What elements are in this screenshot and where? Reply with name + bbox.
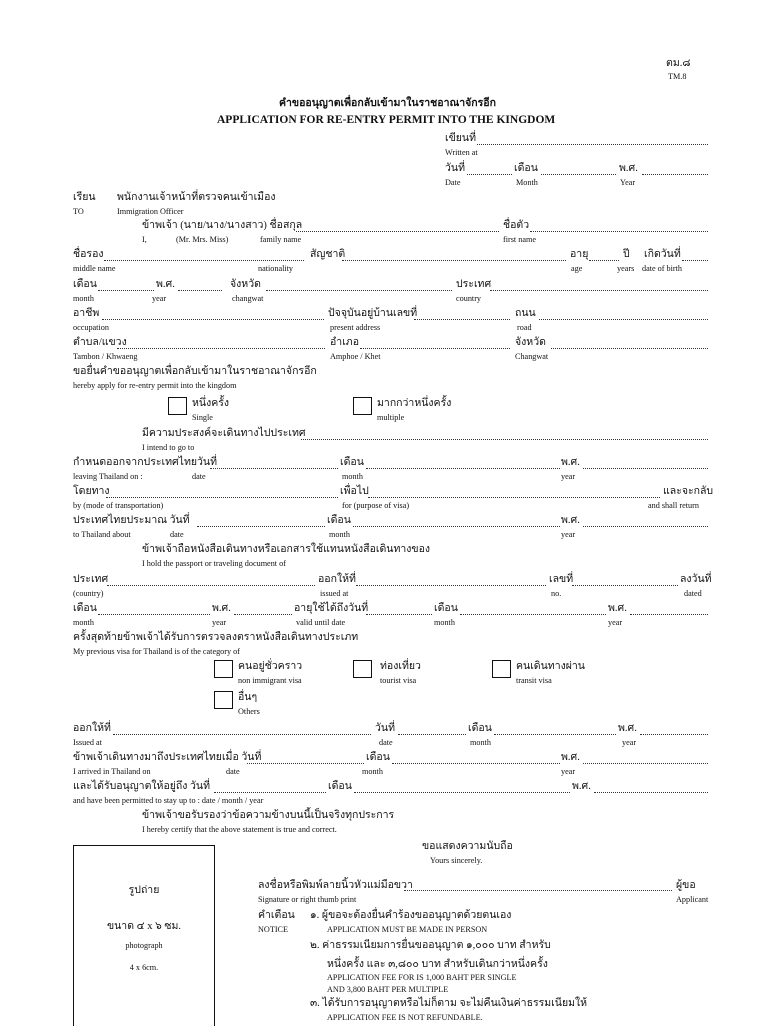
first-name-label-en: first name: [503, 235, 536, 244]
birth-changwat-label-en: changwat: [232, 294, 264, 303]
birth-year-label-en: year: [152, 294, 167, 303]
valid-until-date-field[interactable]: [366, 614, 432, 615]
return-date-field[interactable]: [197, 526, 325, 527]
age-field[interactable]: [589, 260, 619, 261]
by-field[interactable]: [106, 497, 338, 498]
passport-issued-field[interactable]: [356, 585, 546, 586]
written-month-label-th: เดือน: [514, 163, 538, 174]
passport-country-label-en: (country): [73, 589, 104, 598]
stay-year-label-th: พ.ศ.: [572, 781, 591, 792]
valid-year-label-th: พ.ศ.: [608, 603, 627, 614]
single-label-th: หนึ่งครั้ง: [192, 398, 230, 409]
others-checkbox[interactable]: [214, 691, 233, 709]
to-officer-th: พนักงานเจ้าหน้าที่ตรวจคนเข้าเมือง: [117, 192, 276, 203]
passport-no-field[interactable]: [572, 585, 678, 586]
notice-label-en: NOTICE: [258, 925, 289, 934]
birth-month-field[interactable]: [98, 290, 154, 291]
passport-dated-label-en: dated: [684, 589, 702, 598]
valid-month-label-en: month: [434, 618, 455, 627]
dob-label-th: เกิดวันที่: [644, 249, 681, 260]
valid-month-field[interactable]: [460, 614, 606, 615]
stay-label-en: and have been permitted to stay up to : date / month / year: [73, 796, 264, 805]
arrived-month-label-th: เดือน: [366, 752, 390, 763]
birth-changwat-field[interactable]: [266, 290, 452, 291]
single-checkbox[interactable]: [168, 397, 187, 415]
apply-text-en: hereby apply for re-entry permit into the kingdom: [73, 381, 237, 390]
prev-visa-label-en: My previous visa for Thailand is of the category of: [73, 647, 240, 656]
tambon-field[interactable]: [117, 348, 325, 349]
signature-label-en: Signature or right thumb print: [258, 895, 357, 904]
form-title-en: APPLICATION FOR RE-ENTRY PERMIT INTO THE KINGDOM: [217, 114, 556, 126]
occupation-label-th: อาชีพ: [73, 308, 100, 319]
middle-name-label-en: middle name: [73, 264, 116, 273]
to-officer-en: Immigration Officer: [117, 207, 184, 216]
closing-th: ขอแสดงความนับถือ: [422, 841, 513, 852]
tambon-label-en: Tambon / Khwaeng: [73, 352, 138, 361]
for-label-th: เพื่อไป: [340, 486, 369, 497]
visa-issued-field[interactable]: [113, 734, 371, 735]
nonimmigrant-label-en: non immigrant visa: [238, 676, 302, 685]
stay-month-label-th: เดือน: [328, 781, 352, 792]
stay-year-field[interactable]: [594, 792, 708, 793]
dob-field[interactable]: [682, 260, 708, 261]
visa-date-field[interactable]: [398, 734, 466, 735]
amphoe-label-th: อำเภอ: [330, 337, 360, 348]
passport-year-label-en: year: [212, 618, 227, 627]
birth-year-field[interactable]: [178, 290, 222, 291]
valid-year-field[interactable]: [630, 614, 708, 615]
apply-text-th: ขอยื่นคำขออนุญาตเพื่อกลับเข้ามาในราชอาณาจักรอีก: [73, 366, 317, 377]
written-month-label-en: Month: [516, 178, 538, 187]
photo-box[interactable]: [73, 845, 215, 1026]
passport-month-label-en: month: [73, 618, 94, 627]
valid-year-label-en: year: [608, 618, 623, 627]
passport-dated-label-th: ลงวันที่: [680, 574, 712, 585]
occupation-field[interactable]: [102, 319, 324, 320]
written-year-label-th: พ.ศ.: [619, 163, 638, 174]
years-label-en: years: [617, 264, 635, 273]
passport-month-field[interactable]: [98, 614, 210, 615]
passport-year-field[interactable]: [234, 614, 292, 615]
family-name-field[interactable]: [296, 231, 499, 232]
intend-label-th: มีความประสงค์จะเดินทางไปประเทศ: [142, 428, 306, 439]
tourist-label-th: ท่องเที่ยว: [380, 661, 421, 672]
stay-label-th: และได้รับอนุญาตให้อยู่ถึง วันที่: [73, 781, 211, 792]
photo-size-th: ขนาด ๔ x ๖ ซม.: [106, 921, 182, 932]
nationality-label-en: nationality: [258, 264, 294, 273]
passport-no-label-en: no.: [551, 589, 562, 598]
multiple-label-en: multiple: [377, 413, 405, 422]
prev-visa-label-th: ครั้งสุดท้ายข้าพเจ้าได้รับการตรวจลงตราหนังสือเดินทางประเภท: [73, 632, 359, 643]
applicant-name-label-th: ข้าพเจ้า (นาย/นาง/นางสาว) ชื่อสกุล: [142, 220, 303, 231]
return-about-label-en: to Thailand about: [73, 530, 131, 539]
address-field[interactable]: [414, 319, 510, 320]
leaving-year-label-en: year: [561, 472, 576, 481]
birth-country-field[interactable]: [490, 290, 708, 291]
written-year-field[interactable]: [642, 174, 708, 175]
amphoe-label-en: Amphoe / Khet: [330, 352, 381, 361]
return-year-label-th: พ.ศ.: [561, 515, 580, 526]
passport-issued-label-th: ออกให้ที่: [318, 574, 356, 585]
visa-year-field[interactable]: [640, 734, 708, 735]
visa-issued-label-en: Issued at: [73, 738, 102, 747]
closing-en: Yours sincerely.: [430, 856, 483, 865]
leaving-month-label-en: month: [342, 472, 363, 481]
return-month-field[interactable]: [353, 526, 560, 527]
written-at-field[interactable]: [477, 144, 708, 145]
return-label-en: and shall return: [648, 501, 699, 510]
certify-th: ข้าพเจ้าขอรับรองว่าข้อความข้างบนนี้เป็นจริงทุกประการ: [142, 810, 395, 821]
form-code-th: ตม.๘: [666, 58, 691, 69]
notice-3-en: APPLICATION FEE IS NOT REFUNDABLE.: [327, 1013, 483, 1022]
arrived-month-label-en: month: [362, 767, 383, 776]
tourist-label-en: tourist visa: [380, 676, 417, 685]
others-label-th: อื่นๆ: [238, 692, 258, 703]
by-label-en: by (mode of transportation): [73, 501, 164, 510]
arrived-month-field[interactable]: [392, 763, 560, 764]
applicant-i-en: I,: [142, 235, 147, 244]
family-name-label-en: family name: [260, 235, 302, 244]
tourist-checkbox[interactable]: [353, 660, 372, 678]
leaving-date-label-en: date: [192, 472, 206, 481]
signature-field[interactable]: [404, 890, 672, 891]
dob-label-en: date of birth: [642, 264, 683, 273]
visa-month-label-th: เดือน: [468, 723, 492, 734]
to-label-en: TO: [73, 207, 84, 216]
multiple-label-th: มากกว่าหนึ่งครั้ง: [377, 398, 452, 409]
visa-month-field[interactable]: [494, 734, 616, 735]
notice-2-en: APPLICATION FEE FOR IS 1,000 BAHT PER SINGLE: [327, 973, 517, 982]
arrived-label-en: I arrived in Thailand on: [73, 767, 151, 776]
birth-country-label-en: country: [456, 294, 482, 303]
transit-label-en: transit visa: [516, 676, 552, 685]
notice-3-th: ๓. ได้รับการอนุญาตหรือไม่ก็ตาม จะไม่คืนเงินค่าธรรมเนียมให้: [310, 998, 588, 1009]
addr-changwat-label-th: จังหวัด: [515, 337, 546, 348]
visa-date-label-en: date: [379, 738, 393, 747]
notice-1-th: ๑. ผู้ขอจะต้องยื่นคำร้องขออนุญาตด้วยตนเอง: [310, 910, 512, 921]
leaving-year-label-th: พ.ศ.: [561, 457, 580, 468]
form-code-en: TM.8: [668, 72, 687, 81]
birth-country-label-th: ประเทศ: [456, 279, 492, 290]
intend-label-en: I intend to go to: [142, 443, 195, 452]
age-label-en: age: [571, 264, 583, 273]
amphoe-field[interactable]: [360, 348, 510, 349]
notice-label-th: คำเตือน: [258, 910, 295, 921]
first-name-label-th: ชื่อตัว: [503, 220, 530, 231]
passport-month-label-th: เดือน: [73, 603, 97, 614]
transit-label-th: คนเดินทางผ่าน: [516, 661, 585, 672]
written-month-field[interactable]: [541, 174, 616, 175]
leaving-label-th: กำหนดออกจากประเทศไทยวันที่: [73, 457, 218, 468]
arrived-label-th: ข้าพเจ้าเดินทางมาถึงประเทศไทยเมื่อ วันที่: [73, 752, 262, 763]
passport-issued-label-en: issued at: [320, 589, 349, 598]
return-label-th: และจะกลับ: [663, 486, 714, 497]
birth-month-label-th: เดือน: [73, 279, 97, 290]
leaving-label-en: leaving Thailand on :: [73, 472, 143, 481]
applicant-label-en: Applicant: [676, 895, 709, 904]
multiple-checkbox[interactable]: [353, 397, 372, 415]
written-date-label-en: Date: [445, 178, 461, 187]
return-year-label-en: year: [561, 530, 576, 539]
transit-checkbox[interactable]: [492, 660, 511, 678]
birth-changwat-label-th: จังหวัด: [230, 279, 261, 290]
intend-country-field[interactable]: [301, 439, 708, 440]
nonimmigrant-checkbox[interactable]: [214, 660, 233, 678]
notice-2b-en: AND 3,800 BAHT PER MULTIPLE: [327, 985, 449, 994]
written-date-label-th: วันที่: [445, 163, 465, 174]
arrived-date-label-en: date: [226, 767, 240, 776]
passport-country-label-th: ประเทศ: [73, 574, 109, 585]
address-label-en: present address: [330, 323, 381, 332]
arrived-date-field[interactable]: [247, 763, 364, 764]
notice-2-th: ๒. ค่าธรรมเนียมการยื่นขออนุญาต ๑,๐๐๐ บาท สำหรับ: [310, 940, 551, 951]
passport-hold-en: I hold the passport or traveling document of: [142, 559, 286, 568]
written-at-label-th: เขียนที่: [445, 133, 477, 144]
photo-size-en: 4 x 6cm.: [129, 963, 159, 972]
addr-changwat-field[interactable]: [551, 348, 708, 349]
notice-2b-th: หนึ่งครั้ง และ ๓,๘๐๐ บาท สำหรับเดินกว่าหนึ่งครั้ง: [327, 959, 548, 970]
arrived-year-field[interactable]: [583, 763, 708, 764]
for-field[interactable]: [368, 497, 660, 498]
nationality-label-th: สัญชาติ: [310, 249, 346, 260]
photo-label-th: รูปถ่าย: [128, 885, 160, 896]
return-about-label-th: ประเทศไทยประมาณ วันที่: [73, 515, 190, 526]
leaving-month-field[interactable]: [366, 468, 560, 469]
first-name-field[interactable]: [530, 231, 708, 232]
road-field[interactable]: [539, 319, 708, 320]
valid-until-label-en: valid until date: [296, 618, 346, 627]
address-label-th: ปัจจุบันอยู่บ้านเลขที่: [328, 308, 418, 319]
to-label-th: เรียน: [73, 192, 96, 203]
certify-en: I hereby certify that the above statement is true and correct.: [142, 825, 337, 834]
age-label-th: อายุ: [570, 249, 589, 260]
middle-name-label-th: ชื่อรอง: [73, 249, 104, 260]
written-year-label-en: Year: [620, 178, 636, 187]
valid-until-label-th: อายุใช้ได้ถึงวันที่: [294, 603, 369, 614]
visa-month-label-en: month: [470, 738, 491, 747]
return-date-label-en: date: [170, 530, 184, 539]
written-date-field[interactable]: [467, 174, 512, 175]
written-at-label-en: Written at: [445, 148, 478, 157]
return-month-label-en: month: [329, 530, 350, 539]
road-label-th: ถนน: [515, 308, 536, 319]
leaving-date-field[interactable]: [210, 468, 338, 469]
leaving-month-label-th: เดือน: [340, 457, 364, 468]
birth-month-label-en: month: [73, 294, 94, 303]
tambon-label-th: ตำบล/แขวง: [73, 337, 127, 348]
signature-label-th: ลงชื่อหรือพิมพ์ลายนิ้วหัวแม่มือขวา: [258, 880, 413, 891]
leaving-year-field[interactable]: [583, 468, 708, 469]
arrived-year-label-th: พ.ศ.: [561, 752, 580, 763]
passport-hold-th: ข้าพเจ้าถือหนังสือเดินทางหรือเอกสารใช้แทนหนังสือเดินทางของ: [142, 544, 431, 555]
arrived-year-label-en: year: [561, 767, 576, 776]
photo-label-en: photograph: [125, 941, 163, 950]
passport-country-field[interactable]: [107, 585, 315, 586]
visa-year-label-en: year: [622, 738, 637, 747]
road-label-en: road: [517, 323, 532, 332]
applicant-title-en: (Mr. Mrs. Miss): [176, 235, 229, 244]
nationality-field[interactable]: [342, 260, 566, 261]
visa-date-label-th: วันที่: [375, 723, 395, 734]
birth-year-label-th: พ.ศ.: [156, 279, 175, 290]
single-label-en: Single: [192, 413, 213, 422]
applicant-label-th: ผู้ขอ: [676, 880, 696, 891]
by-label-th: โดยทาง: [73, 486, 110, 497]
return-month-label-th: เดือน: [327, 515, 351, 526]
others-label-en: Others: [238, 707, 260, 716]
middle-name-field[interactable]: [104, 260, 304, 261]
addr-changwat-label-en: Changwat: [515, 352, 549, 361]
stay-date-field[interactable]: [214, 792, 326, 793]
occupation-label-en: occupation: [73, 323, 109, 332]
form-title-th: คำขออนุญาตเพื่อกลับเข้ามาในราชอาณาจักรอีก: [279, 98, 496, 109]
return-year-field[interactable]: [583, 526, 708, 527]
stay-month-field[interactable]: [354, 792, 570, 793]
valid-month-label-th: เดือน: [434, 603, 458, 614]
passport-year-label-th: พ.ศ.: [212, 603, 231, 614]
for-label-en: for (purpose of visa): [342, 501, 410, 510]
visa-year-label-th: พ.ศ.: [618, 723, 637, 734]
visa-issued-label-th: ออกให้ที่: [73, 723, 111, 734]
passport-no-label-th: เลขที่: [549, 574, 574, 585]
nonimmigrant-label-th: คนอยู่ชั่วคราว: [238, 661, 303, 672]
years-label-th: ปี: [623, 249, 630, 260]
notice-1-en: APPLICATION MUST BE MADE IN PERSON: [327, 925, 488, 934]
